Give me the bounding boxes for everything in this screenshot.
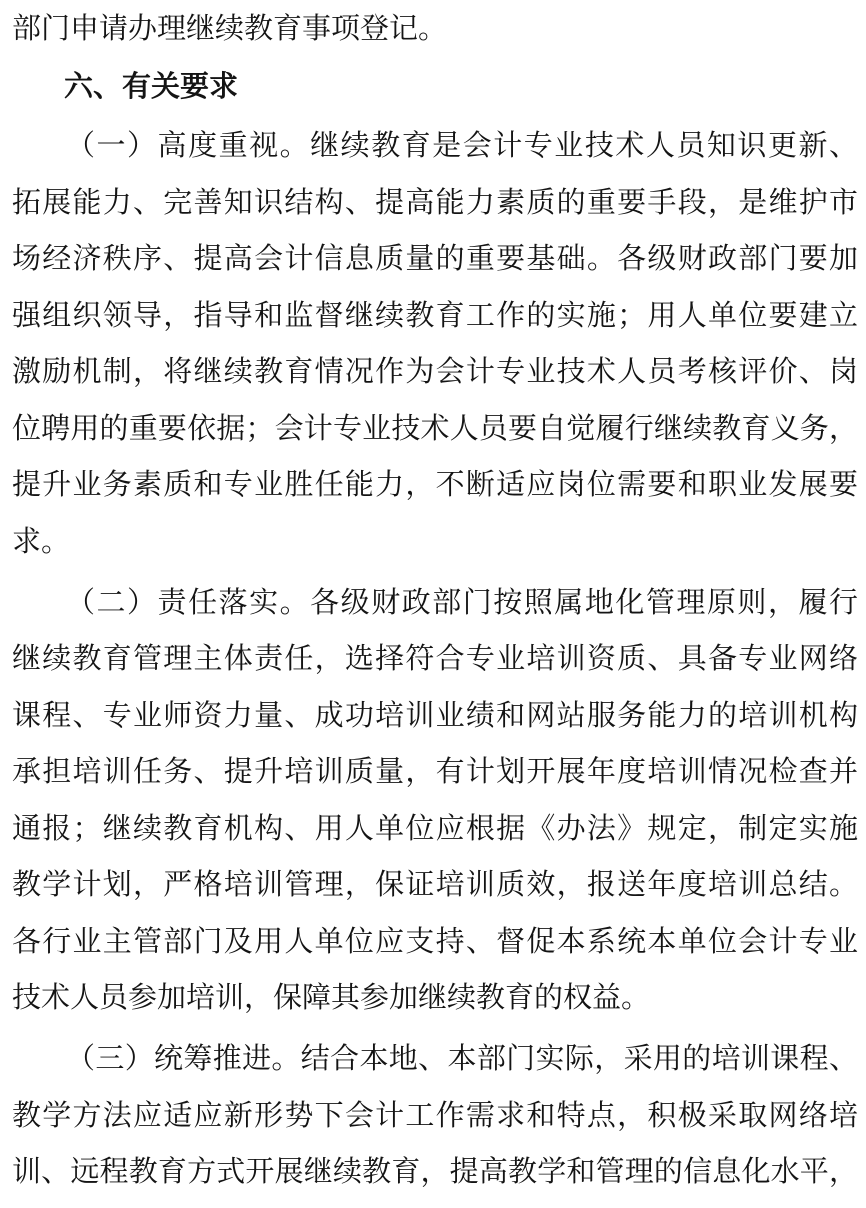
text-line: 承担培训任务、提升培训质量，有计划开展年度培训情况检查并	[12, 754, 858, 788]
section-heading: 六、有关要求	[64, 69, 239, 103]
paragraph-first-line: （一）高度重视。继续教育是会计专业技术人员知识更新、	[66, 128, 858, 162]
text-line: 场经济秩序、提高会计信息质量的重要基础。各级财政部门要加	[12, 241, 858, 275]
text-line: 教学方法应适应新形势下会计工作需求和特点，积极采取网络培	[12, 1098, 858, 1132]
paragraph-first-line: （三）统筹推进。结合本地、本部门实际，采用的培训课程、	[66, 1041, 858, 1075]
text-line: 课程、专业师资力量、成功培训业绩和网站服务能力的培训机构	[12, 698, 858, 732]
text-line: 继续教育管理主体责任，选择符合专业培训资质、具备专业网络	[12, 641, 858, 675]
text-line: 通报；继续教育机构、用人单位应根据《办法》规定，制定实施	[12, 811, 858, 845]
text-line: 技术人员参加培训，保障其参加继续教育的权益。	[12, 980, 651, 1014]
paragraph-first-line: （二）责任落实。各级财政部门按照属地化管理原则，履行	[66, 585, 858, 619]
text-line: 教学计划，严格培训管理，保证培训质效，报送年度培训总结。	[12, 867, 858, 901]
text-line: 强组织领导，指导和监督继续教育工作的实施；用人单位要建立	[12, 298, 858, 332]
text-line: 求。	[12, 524, 71, 558]
text-line: 训、远程教育方式开展继续教育，提高教学和管理的信息化水平，	[12, 1154, 858, 1188]
text-line: 激励机制，将继续教育情况作为会计专业技术人员考核评价、岗	[12, 354, 858, 388]
text-line: 各行业主管部门及用人单位应支持、督促本系统本单位会计专业	[12, 924, 858, 958]
text-line: 拓展能力、完善知识结构、提高能力素质的重要手段，是维护市	[12, 185, 858, 219]
text-line: 提升业务素质和专业胜任能力，不断适应岗位需要和职业发展要	[12, 467, 858, 501]
text-line: 部门申请办理继续教育事项登记。	[12, 11, 448, 45]
text-line: 位聘用的重要依据；会计专业技术人员要自觉履行继续教育义务，	[12, 411, 858, 445]
